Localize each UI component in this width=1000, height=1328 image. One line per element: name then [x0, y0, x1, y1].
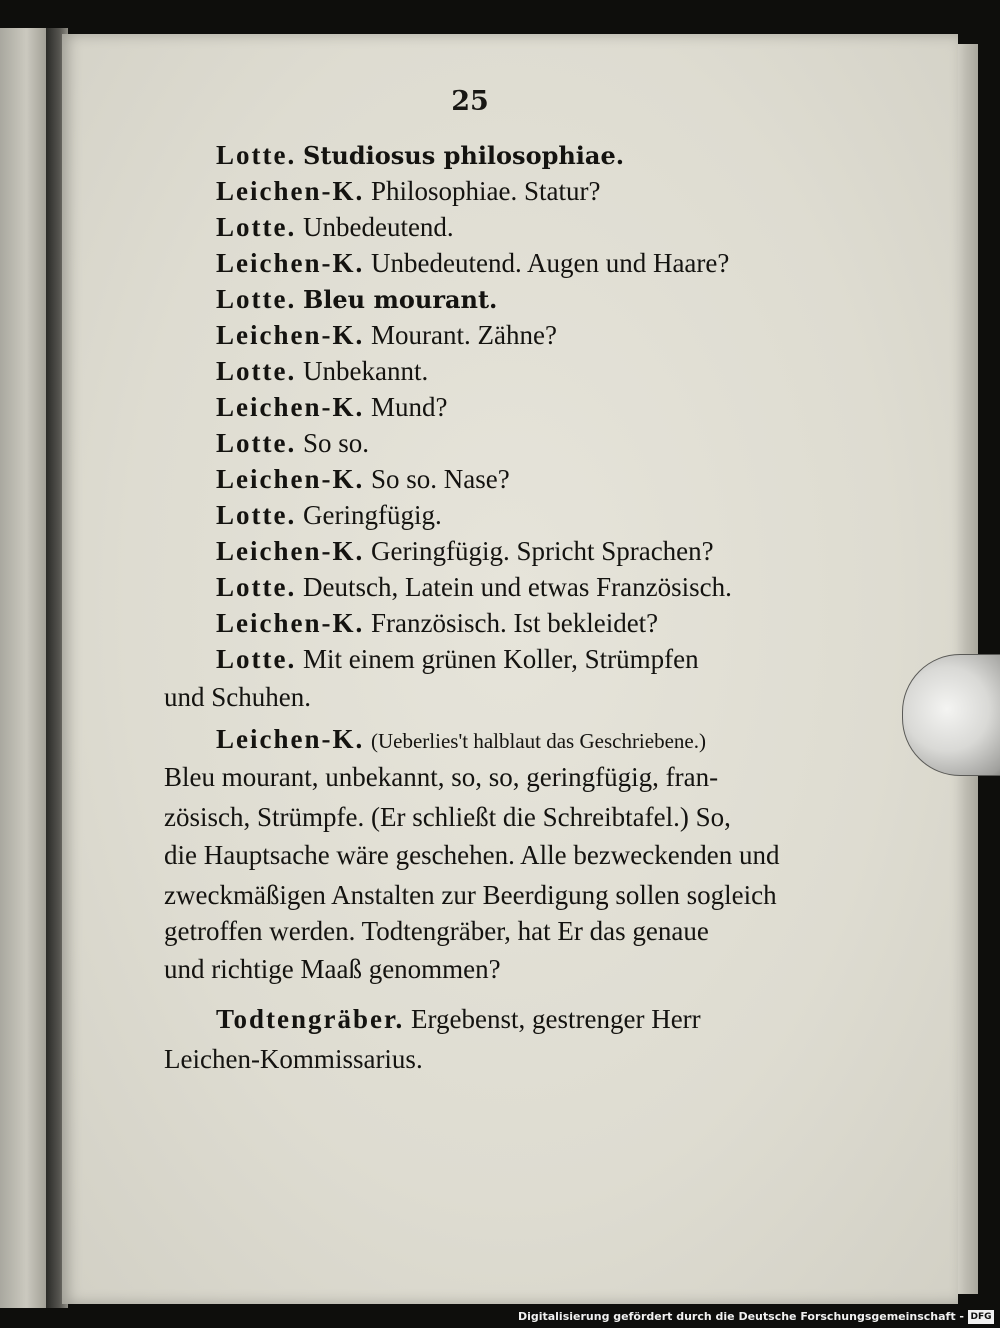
line-text: So so.: [302, 428, 370, 458]
stage-direction: (Ueberlies't halblaut das Geschriebene.): [371, 729, 706, 753]
speaker-name: Leichen-K.: [216, 176, 365, 206]
line-text: Deutsch, Latein und etwas Französisch.: [302, 572, 732, 602]
speaker-name: Leichen-K.: [216, 608, 365, 638]
text-line: [216, 644, 699, 675]
line-text: und richtige Maaß genommen?: [164, 954, 501, 984]
speaker-name: Leichen-K.: [216, 536, 365, 566]
text-line: [216, 248, 729, 279]
line-text: zösisch, Strümpfe. (Er schließt die Schreibtafel.) So,: [164, 802, 731, 832]
speaker-name: Leichen-K.: [216, 320, 365, 350]
page-number: 25: [451, 86, 489, 117]
line-text: Philosophiae. Statur?: [371, 176, 601, 206]
line-text: und Schuhen.: [164, 682, 311, 712]
left-page-edge: [0, 28, 48, 1318]
text-line: [216, 1004, 701, 1035]
speaker-name: Lotte.: [216, 140, 297, 170]
text-line: [216, 428, 369, 459]
text-line: [216, 212, 454, 243]
line-text: Bleu mourant, unbekannt, so, so, geringfügig, fran-: [164, 762, 719, 792]
line-text: Französisch. Ist bekleidet?: [371, 608, 659, 638]
line-text: Mourant. Zähne?: [371, 320, 557, 350]
speaker-name: Leichen-K.: [216, 724, 365, 754]
text-line: [216, 140, 624, 171]
text-line: [216, 392, 448, 423]
dfg-logo: DFG: [968, 1310, 994, 1324]
footer-credit: Digitalisierung gefördert durch die Deutsche Forschungsgemeinschaft -: [517, 1310, 964, 1323]
text-line: [216, 608, 658, 639]
line-text: Unbekannt.: [302, 356, 429, 386]
line-text: Studiosus philosophiae.: [302, 141, 625, 170]
text-line: [216, 500, 442, 531]
speaker-name: Lotte.: [216, 500, 297, 530]
line-text: Leichen-Kommissarius.: [164, 1044, 423, 1074]
line-text: Bleu mourant.: [302, 285, 498, 314]
text-line: [164, 1044, 423, 1075]
text-line: [164, 682, 311, 713]
speaker-name: Lotte.: [216, 284, 297, 314]
line-text: Geringfügig. Spricht Sprachen?: [371, 536, 714, 566]
line-text: Mit einem grünen Koller, Strümpfen: [302, 644, 699, 674]
text-line: [216, 572, 732, 603]
line-text: Ergebenst, gestrenger Herr: [411, 1004, 701, 1034]
speaker-name: Lotte.: [216, 356, 297, 386]
line-text: Mund?: [371, 392, 448, 422]
text-line: [164, 880, 777, 911]
speaker-name: Lotte.: [216, 644, 297, 674]
speaker-name: Lotte.: [216, 212, 297, 242]
speaker-name: Lotte.: [216, 428, 297, 458]
speaker-name: Leichen-K.: [216, 464, 365, 494]
line-text: So so. Nase?: [371, 464, 510, 494]
text-line: [164, 840, 779, 871]
line-text: Geringfügig.: [302, 500, 442, 530]
text-line: [164, 762, 718, 793]
line-text: die Hauptsache wäre geschehen. Alle bezweckenden und: [164, 840, 780, 870]
line-text: zweckmäßigen Anstalten zur Beerdigung sollen sogleich: [164, 880, 777, 910]
line-text: Unbedeutend. Augen und Haare?: [371, 248, 730, 278]
text-line: [216, 464, 510, 495]
text-line: [216, 320, 557, 351]
speaker-name: Todtengräber.: [216, 1004, 405, 1034]
text-line: [164, 916, 709, 947]
text-line: [216, 284, 497, 315]
speaker-name: Leichen-K.: [216, 248, 365, 278]
text-line: [216, 176, 600, 207]
speaker-name: Leichen-K.: [216, 392, 365, 422]
speaker-name: Lotte.: [216, 572, 297, 602]
text-line: [216, 536, 714, 567]
line-text: Unbedeutend.: [302, 212, 454, 242]
text-line: [216, 356, 428, 387]
line-text: getroffen werden. Todtengräber, hat Er das genaue: [164, 916, 709, 946]
text-line: [164, 802, 731, 833]
text-line: [216, 724, 706, 755]
text-line: [164, 954, 501, 985]
